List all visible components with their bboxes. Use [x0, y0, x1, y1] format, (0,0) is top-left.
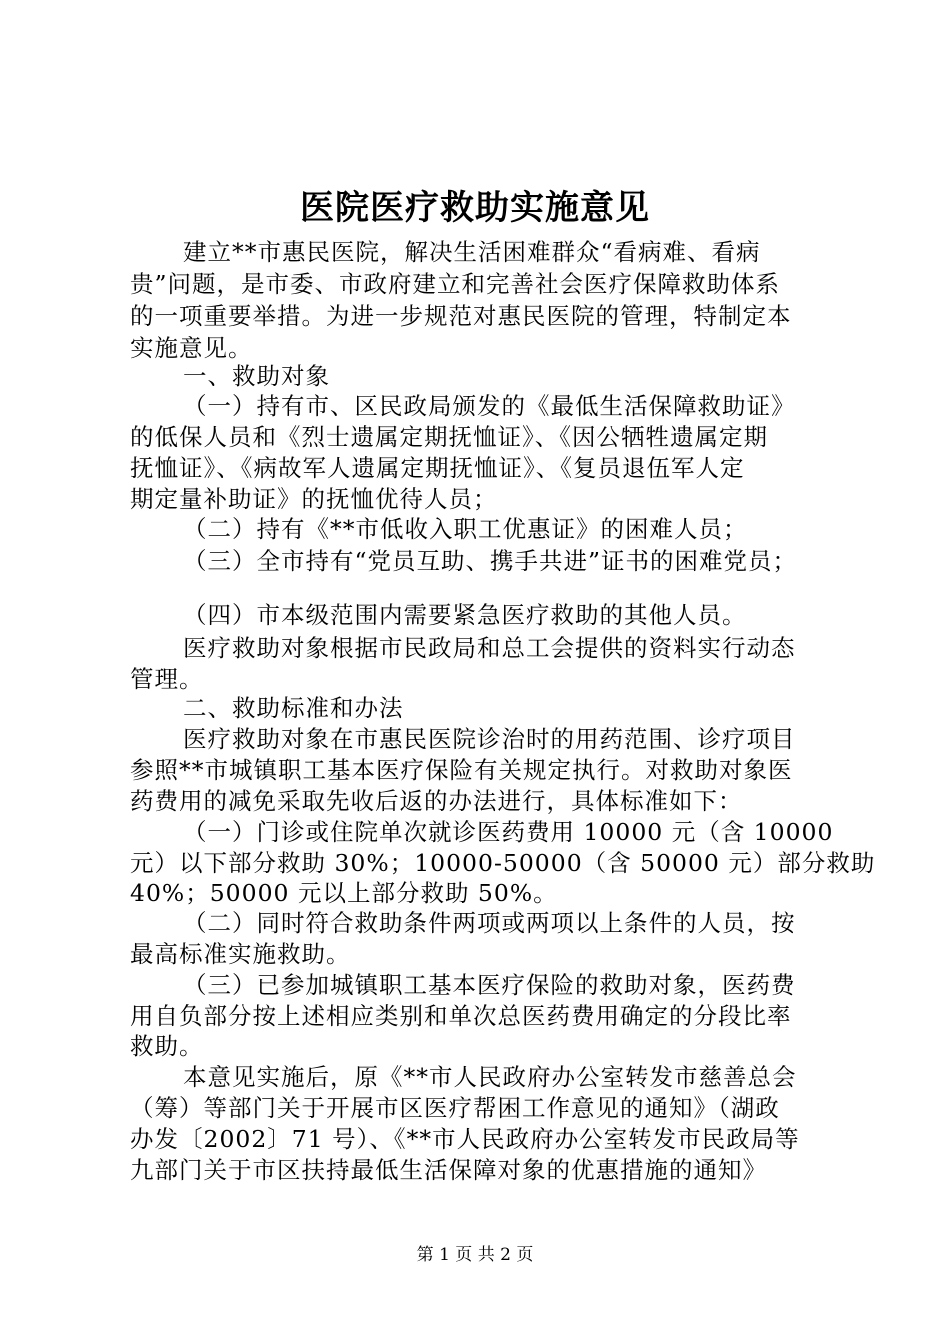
body-line: 参照**市城镇职工基本医疗保险有关规定执行。对救助对象医 — [130, 756, 793, 784]
section-heading: 二、救助标准和办法 — [183, 694, 404, 722]
body-line: 的一项重要举措。为进一步规范对惠民医院的管理，特制定本 — [130, 302, 792, 330]
body-line: （筹）等部门关于开展市区医疗帮困工作意见的通知》（湖政 — [130, 1094, 780, 1122]
body-line: （二）同时符合救助条件两项或两项以上条件的人员，按 — [183, 909, 796, 937]
body-line: 药费用的减免采取先收后返的办法进行，具体标准如下： — [130, 787, 743, 815]
body-line: 期定量补助证》的抚恤优待人员； — [130, 485, 498, 513]
body-line: 九部门关于市区扶持最低生活保障对象的优惠措施的通知》 — [130, 1156, 767, 1184]
body-line: 40%；50000 元以上部分救助 50%。 — [130, 879, 558, 907]
document-title: 医院医疗救助实施意见 — [300, 188, 650, 228]
body-line: 医疗救助对象根据市民政局和总工会提供的资料实行动态 — [183, 634, 796, 662]
section-heading: 一、救助对象 — [183, 362, 330, 390]
body-line: 办发〔2002〕71 号）、《**市人民政府办公室转发市民政局等 — [130, 1125, 800, 1153]
body-line: 的低保人员和《烈士遗属定期抚恤证》、《因公牺牲遗属定期 — [130, 423, 768, 451]
body-line: 管理。 — [130, 665, 204, 693]
body-line: （三）全市持有“党员互助、携手共进”证书的困难党员； — [183, 547, 798, 575]
body-line: 元）以下部分救助 30%；10000-50000（含 50000 元）部分救助 — [130, 849, 876, 877]
body-line: 贵”问题，是市委、市政府建立和完善社会医疗保障救助体系 — [130, 270, 781, 298]
body-line: （三）已参加城镇职工基本医疗保险的救助对象，医药费 — [183, 971, 796, 999]
body-line: 救助。 — [130, 1032, 204, 1060]
body-line: 用自负部分按上述相应类别和单次总医药费用确定的分段比率 — [130, 1002, 792, 1030]
page-footer: 第 1 页 共 2 页 — [416, 1245, 534, 1265]
body-line: 抚恤证》、《病故军人遗属定期抚恤证》、《复员退伍军人定 — [130, 454, 745, 482]
body-line: 最高标准实施救助。 — [130, 940, 351, 968]
body-line: （四）市本级范围内需要紧急医疗救助的其他人员。 — [183, 601, 747, 629]
body-line: 实施意见。 — [130, 334, 253, 362]
body-line: 建立**市惠民医院，解决生活困难群众“看病难、看病 — [183, 238, 761, 266]
body-line: 本意见实施后，原《**市人民政府办公室转发市慈善总会 — [183, 1063, 797, 1091]
body-line: （一）持有市、区民政局颁发的《最低生活保障救助证》 — [183, 392, 796, 420]
body-line: 医疗救助对象在市惠民医院诊治时的用药范围、诊疗项目 — [183, 725, 796, 753]
body-line: （二）持有《**市低收入职工优惠证》的困难人员； — [183, 515, 748, 543]
body-line: （一）门诊或住院单次就诊医药费用 10000 元（含 10000 — [183, 818, 834, 846]
